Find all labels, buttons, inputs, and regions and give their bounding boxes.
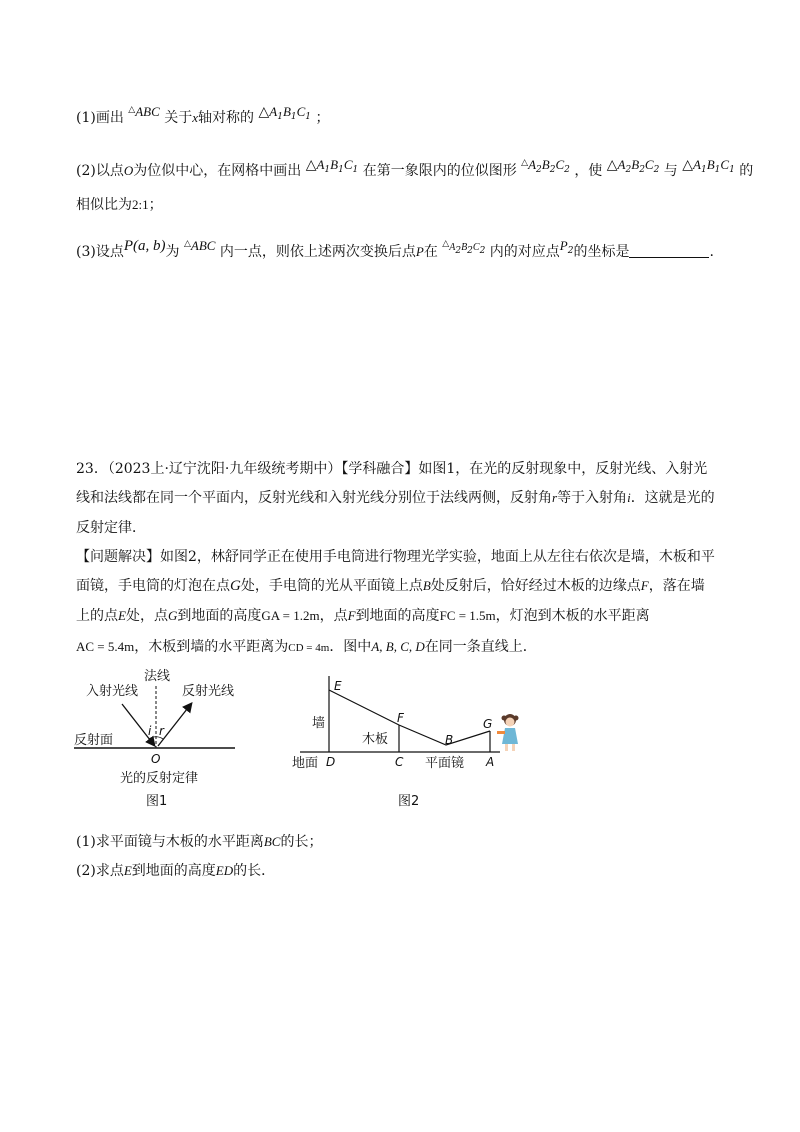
fig2-name: 图2 bbox=[398, 794, 420, 809]
fig2-board-label: 木板 bbox=[362, 732, 389, 747]
fig1-normal-label: 法线 bbox=[144, 669, 171, 684]
fig2-ground-label: 地面 bbox=[292, 756, 319, 771]
q23-line7: AC = 5.4m，木板到墙的水平距离为CD = 4m．图中A, B, C, D在同一条直线上． bbox=[76, 639, 537, 655]
fig2-point-E: E bbox=[334, 679, 342, 693]
fig2-point-D: D bbox=[326, 755, 336, 769]
q23-sub2: (2)求点E到地面的高度ED的长． bbox=[76, 863, 276, 879]
light-path bbox=[329, 690, 493, 745]
q23-line3: 反射定律． bbox=[76, 520, 146, 536]
fig1-name: 图1 bbox=[146, 794, 168, 809]
fig2-point-B: B bbox=[445, 733, 454, 747]
fig1-caption: 光的反射定律 bbox=[120, 771, 199, 786]
fig2-point-G: G bbox=[483, 717, 493, 731]
fig2-point-C: C bbox=[395, 755, 404, 769]
q23-line6: 上的点E处，点G到地面的高度GA = 1.2m，点F到地面的高度FC = 1.5m，灯泡到木板的水平距离 bbox=[76, 608, 650, 624]
q23-line1: 23．（2023上·辽宁沈阳·九年级统考期中）【学科融合】如图1，在光的反射现象中，反射光线、入射光 bbox=[76, 461, 708, 477]
figure-2-experiment bbox=[288, 666, 538, 816]
q23-line2: 线和法线都在同一个平面内，反射光线和入射光线分别位于法线两侧，反射角r等于入射角i．这就是光的 bbox=[76, 490, 715, 506]
fig2-point-F: F bbox=[397, 711, 404, 725]
fig1-reflected-label: 反射光线 bbox=[182, 684, 235, 699]
q22-part3: (3)设点P(a, b)为 △ABC 内一点，则依上述两次变换后点P在 $^\triangle A_2B_2C_2$ 内的对应点$P_2$的坐标是 . bbox=[76, 238, 714, 260]
fig1-surface-label: 反射面 bbox=[74, 733, 114, 748]
q23-line4: 【问题解决】如图2，林舒同学正在使用手电筒进行物理光学实验，地面上从左往右依次是墙，木板和平 bbox=[76, 549, 715, 565]
q22-part2: (2)以点O为位似中心，在网格中画出 $\triangle A_1B_1C_1$ 在第一象限内的位似图形 $^\triangle A_2B_2C_2$ ，使 $\triangle A_2B_2C_2$ 与 $\triangle A_1B_1C_1$ 的 bbox=[76, 157, 754, 179]
fig2-mirror-label: 平面镜 bbox=[425, 756, 465, 771]
girl-illustration bbox=[497, 714, 519, 751]
fig1-angle-i: i bbox=[148, 724, 152, 738]
q23-line5: 面镜，手电筒的灯泡在点G处，手电筒的光从平面镜上点B处反射后，恰好经过木板的边缘点F，落在墙 bbox=[76, 578, 705, 594]
fig1-incident-label: 入射光线 bbox=[86, 684, 139, 699]
fig1-point-O: O bbox=[151, 752, 161, 766]
q22-part1: (1)画出 △ABC 关于x轴对称的 $\triangle A_1B_1C_1$ ； bbox=[76, 104, 330, 126]
q23-sub1: (1)求平面镜与木板的水平距离BC的长； bbox=[76, 834, 323, 850]
fig2-point-A: A bbox=[486, 755, 495, 769]
fig2-wall-label: 墙 bbox=[312, 716, 326, 731]
answer-blank[interactable] bbox=[629, 243, 709, 258]
figure-1-reflection-law bbox=[60, 664, 250, 814]
fig1-angle-r: r bbox=[159, 724, 164, 738]
q22-part2-cont: 相似比为2:1； bbox=[76, 197, 163, 213]
